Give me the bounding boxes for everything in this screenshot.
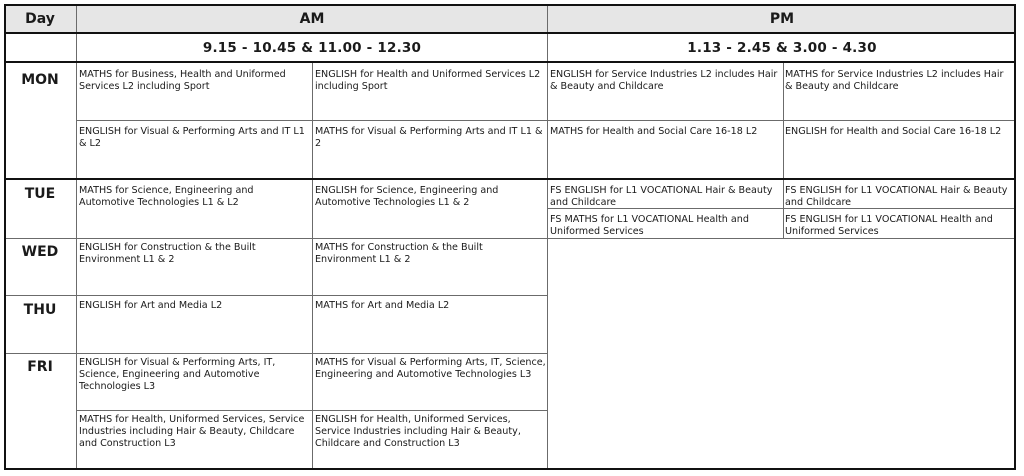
session-cell: MATHS for Visual & Performing Arts and IT L1 & 2 [315,126,543,149]
session-cell: FS ENGLISH for L1 VOCATIONAL Health and Uniformed Services [785,214,993,237]
day-label-wed: WED [21,244,59,260]
session-cell: MATHS for Art and Media L2 [315,300,450,311]
session-cell: ENGLISH for Visual & Performing Arts, IT, Science, Engineering and Automotive Technologies L3 [79,357,276,392]
session-cell: MATHS for Visual & Performing Arts, IT, Science, Engineering and Automotive Technologies L3 [315,357,546,380]
session-cell: MATHS for Health, Uniformed Services, Service Industries including Hair & Beauty, Childcare and Construction L3 [79,414,305,449]
session-cell: ENGLISH for Health, Uniformed Services, Service Industries including Hair & Beauty, Childcare and Construction L3 [315,414,521,449]
day-label-tue: TUE [24,186,56,202]
day-label-thu: THU [23,302,57,318]
pm-time-range: 1.13 - 2.45 & 3.00 - 4.30 [687,40,877,56]
session-cell: MATHS for Service Industries L2 includes Hair & Beauty and Childcare [785,69,1004,92]
session-cell: MATHS for Business, Health and Uniformed Services L2 including Sport [79,69,286,92]
session-cell: FS ENGLISH for L1 VOCATIONAL Hair & Beauty and Childcare [785,185,1008,208]
timetable [4,4,1020,472]
session-cell: ENGLISH for Health and Uniformed Services L2 including Sport [315,69,541,92]
am-column-header: AM [299,10,325,27]
session-cell: MATHS for Science, Engineering and Automotive Technologies L1 & L2 [79,185,254,208]
day-label-mon: MON [21,72,59,88]
session-cell: MATHS for Health and Social Care 16-18 L2 [550,126,758,137]
session-cell: FS MATHS for L1 VOCATIONAL Health and Uniformed Services [550,214,749,237]
am-time-range: 9.15 - 10.45 & 11.00 - 12.30 [202,40,422,56]
session-cell: MATHS for Construction & the Built Environment L1 & 2 [315,242,483,265]
session-cell: ENGLISH for Health and Social Care 16-18 L2 [785,126,1002,137]
session-cell: ENGLISH for Visual & Performing Arts and IT L1 & L2 [79,126,305,149]
session-cell: ENGLISH for Construction & the Built Environment L1 & 2 [79,242,256,265]
day-label-fri: FRI [27,359,53,375]
session-cell: ENGLISH for Art and Media L2 [79,300,223,311]
pm-column-header: PM [769,10,795,27]
day-column-header: Day [25,10,55,27]
session-cell: FS ENGLISH for L1 VOCATIONAL Hair & Beauty and Childcare [550,185,773,208]
session-cell: ENGLISH for Service Industries L2 includes Hair & Beauty and Childcare [550,69,778,92]
table-border [4,4,1016,470]
session-cell: ENGLISH for Science, Engineering and Automotive Technologies L1 & 2 [315,185,499,208]
